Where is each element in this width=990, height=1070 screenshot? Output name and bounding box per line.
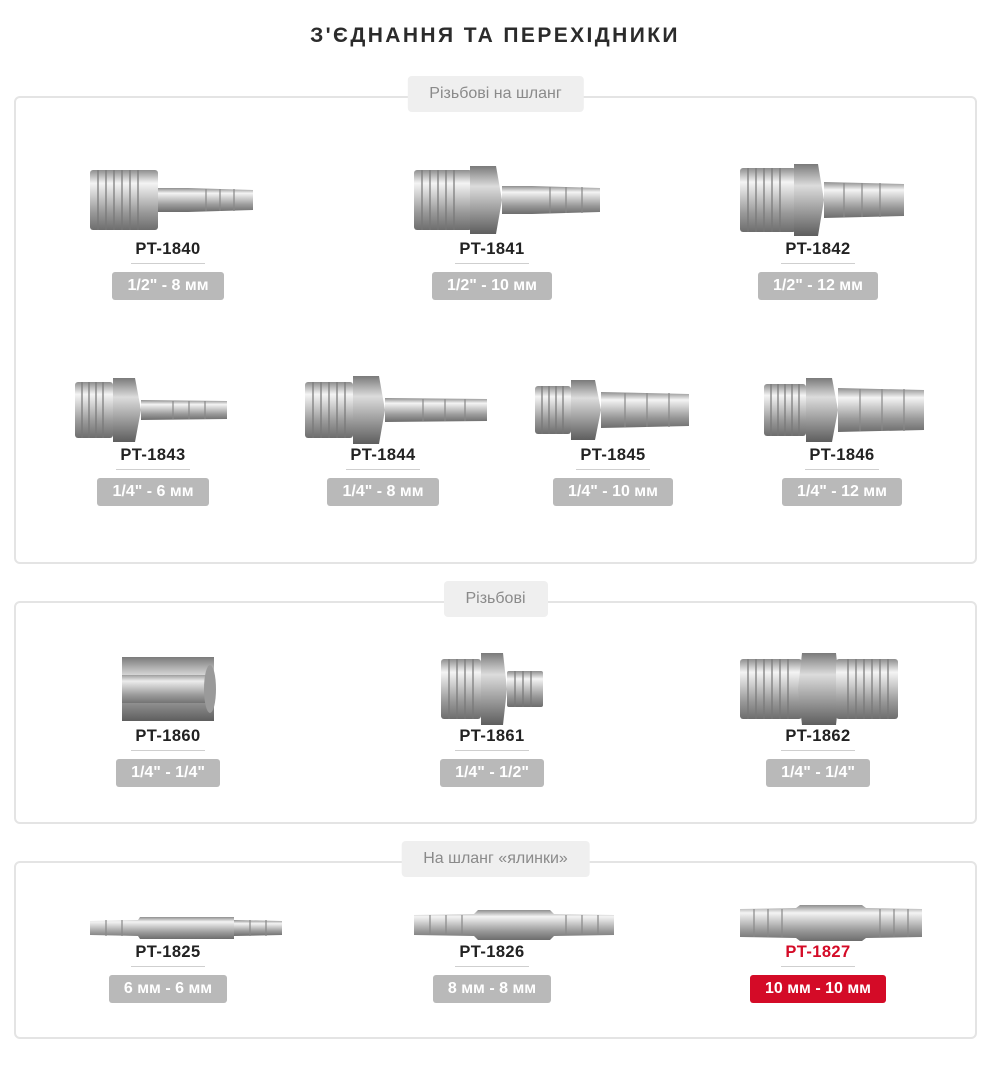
section-hose-splicers — [14, 850, 977, 1039]
product-card-pt-1826[interactable] — [412, 907, 572, 1003]
product-card-pt-1842[interactable] — [738, 160, 898, 300]
threaded-hose-barb-icon — [412, 160, 602, 240]
size-badge: 8 мм - 8 мм — [433, 975, 551, 1003]
product-card-pt-1825[interactable] — [88, 913, 248, 1003]
product-code[interactable]: PT-1845 — [576, 446, 649, 470]
size-badge: 6 мм - 6 мм — [109, 975, 227, 1003]
product-code[interactable]: PT-1844 — [346, 446, 419, 470]
threaded-hose-barb-icon — [533, 374, 693, 446]
product-code[interactable]: PT-1840 — [131, 240, 204, 264]
size-badge: 1/4" - 10 мм — [553, 478, 673, 506]
product-card-pt-1843[interactable] — [73, 374, 233, 506]
section-title[interactable]: На шланг «ялинки» — [401, 841, 590, 877]
product-card-pt-1841[interactable] — [412, 160, 572, 300]
product-code[interactable]: PT-1826 — [455, 943, 528, 967]
section-title[interactable]: Різьбові на шланг — [407, 76, 583, 112]
size-badge: 1/4" - 1/2" — [440, 759, 544, 787]
size-badge: 1/2" - 10 мм — [432, 272, 552, 300]
product-card-pt-1862[interactable] — [738, 651, 898, 787]
product-code[interactable]: PT-1846 — [805, 446, 878, 470]
product-card-pt-1840[interactable] — [88, 160, 248, 300]
hose-splicer-icon — [88, 913, 284, 943]
product-card-pt-1845[interactable] — [533, 374, 693, 506]
product-code[interactable]: PT-1827 — [781, 943, 854, 967]
product-code[interactable]: PT-1825 — [131, 943, 204, 967]
product-code[interactable]: PT-1843 — [116, 446, 189, 470]
threaded-hose-barb-icon — [762, 374, 928, 446]
section-title[interactable]: Різьбові — [443, 581, 547, 617]
reducer-nipple-icon — [437, 651, 547, 727]
product-code[interactable]: PT-1842 — [781, 240, 854, 264]
size-badge: 1/4" - 12 мм — [782, 478, 902, 506]
product-code[interactable]: PT-1862 — [781, 727, 854, 751]
female-coupling-icon — [118, 651, 218, 727]
size-badge: 1/4" - 1/4" — [766, 759, 870, 787]
product-card-pt-1827[interactable] — [738, 903, 898, 1003]
threaded-hose-barb-icon — [738, 160, 908, 240]
size-badge: 1/4" - 6 мм — [97, 478, 208, 506]
product-code[interactable]: PT-1861 — [455, 727, 528, 751]
size-badge: 10 мм - 10 мм — [750, 975, 886, 1003]
section-threaded — [14, 590, 977, 824]
product-code[interactable]: PT-1860 — [131, 727, 204, 751]
threaded-hose-barb-icon — [88, 160, 258, 240]
hose-splicer-icon — [412, 907, 616, 943]
page-title: З'ЄДНАННЯ ТА ПЕРЕХІДНИКИ — [310, 24, 680, 47]
product-card-pt-1861[interactable] — [412, 651, 572, 787]
size-badge: 1/4" - 8 мм — [327, 478, 438, 506]
product-card-pt-1846[interactable] — [762, 374, 922, 506]
size-badge: 1/4" - 1/4" — [116, 759, 220, 787]
product-card-pt-1844[interactable] — [303, 374, 463, 506]
product-code[interactable]: PT-1841 — [455, 240, 528, 264]
size-badge: 1/2" - 12 мм — [758, 272, 878, 300]
threaded-hose-barb-icon — [303, 374, 489, 446]
threaded-hose-barb-icon — [73, 374, 233, 446]
hose-splicer-icon — [738, 903, 924, 943]
section-threaded-hose — [14, 85, 977, 564]
product-card-pt-1860[interactable] — [88, 651, 248, 787]
double-nipple-icon — [738, 651, 900, 727]
size-badge: 1/2" - 8 мм — [112, 272, 223, 300]
